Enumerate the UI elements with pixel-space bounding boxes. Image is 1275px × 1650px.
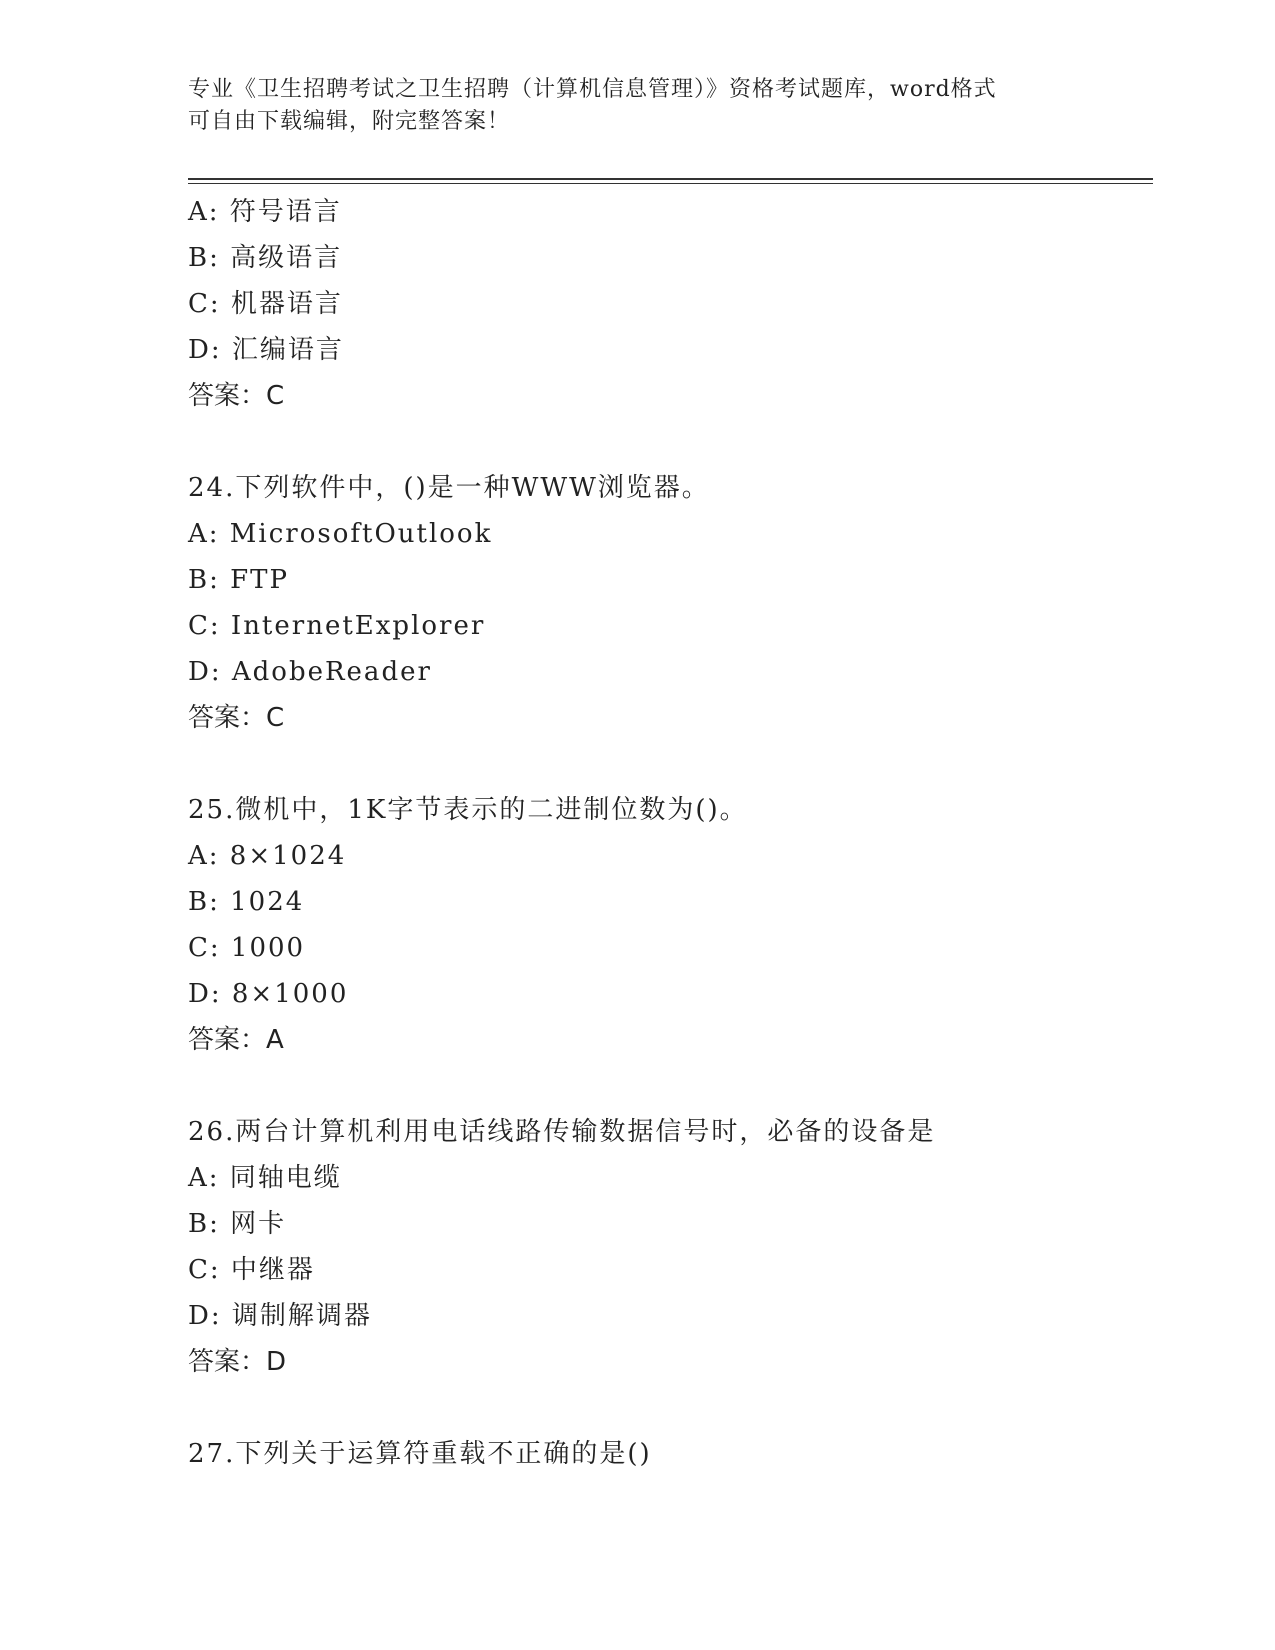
question-text: 24.下列软件中，()是一种WWW浏览器。 <box>188 473 710 503</box>
option-d: D: 8×1000 <box>188 979 349 1009</box>
option-b: B: 1024 <box>188 887 305 917</box>
question-block <box>188 787 1153 1063</box>
question-text: 25.微机中，1K字节表示的二进制位数为()。 <box>188 795 748 825</box>
block-spacer <box>188 1385 1153 1431</box>
option-a: A: MicrosoftOutlook <box>188 519 493 549</box>
header-line-2: 可自由下载编辑，附完整答案！ <box>188 109 511 134</box>
question-text: 26.两台计算机利用电话线路传输数据信号时，必备的设备是 <box>188 1117 936 1147</box>
document-header <box>188 74 1088 138</box>
option-a: A: 8×1024 <box>188 841 347 871</box>
question-block <box>188 465 1153 741</box>
header-divider-thick <box>188 178 1153 180</box>
answer-line: 答案：C <box>188 703 285 733</box>
option-d: D: 汇编语言 <box>188 335 344 365</box>
option-c: C: 1000 <box>188 933 306 963</box>
question-list <box>188 189 1153 1477</box>
option-b: B: 高级语言 <box>188 243 343 273</box>
header-divider-thin <box>188 183 1153 184</box>
block-spacer <box>188 419 1153 465</box>
option-d: D: 调制解调器 <box>188 1301 372 1331</box>
option-b: B: 网卡 <box>188 1209 287 1239</box>
answer-line: 答案：D <box>188 1347 287 1377</box>
option-c: C: InternetExplorer <box>188 611 486 641</box>
header-line-1: 专业《卫生招聘考试之卫生招聘（计算机信息管理）》资格考试题库，word格式 <box>188 77 997 102</box>
option-b: B: FTP <box>188 565 290 595</box>
answer-line: 答案：C <box>188 381 285 411</box>
question-block <box>188 189 1153 419</box>
option-d: D: AdobeReader <box>188 657 432 687</box>
block-spacer <box>188 1063 1153 1109</box>
question-block <box>188 1109 1153 1385</box>
option-a: A: 符号语言 <box>188 197 342 227</box>
option-a: A: 同轴电缆 <box>188 1163 342 1193</box>
option-c: C: 机器语言 <box>188 289 343 319</box>
option-c: C: 中继器 <box>188 1255 315 1285</box>
answer-line: 答案：A <box>188 1025 284 1055</box>
question-text: 27.下列关于运算符重载不正确的是() <box>188 1439 652 1469</box>
block-spacer <box>188 741 1153 787</box>
question-block <box>188 1431 1153 1477</box>
